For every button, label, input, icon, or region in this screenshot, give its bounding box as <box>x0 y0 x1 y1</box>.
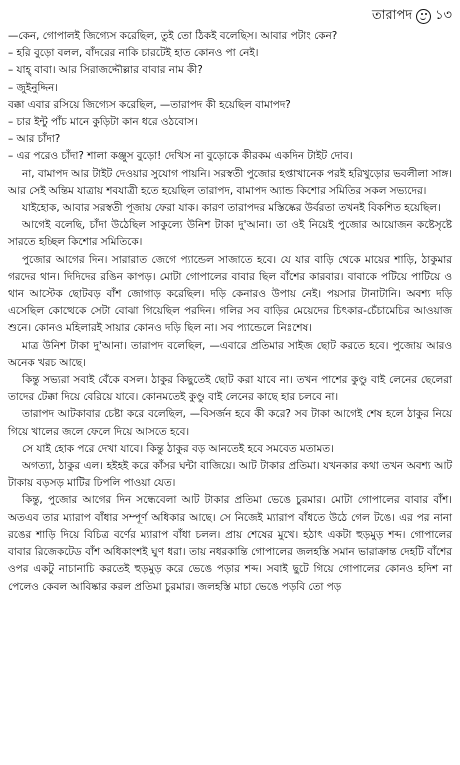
paragraph: কিন্তু সভ্যরা সবাই বেঁকে বসল। ঠাকুর কিছুতেই ছোট করা যাবে না। তখন পাশের কুণ্ডু বাই লেনের ছেলেরা তাদের টেক্কা দিয়ে বেরিয়ে যাবে। কোনমতেই কুণ্ডু বাই লেনের কাছে হার চলবে না। <box>8 374 452 404</box>
paragraph: —কেন, গোপালই জিগ্যেস করেছিল, তুই তো ঠিকই বলেছিস। আবার পটাং কেন? <box>8 30 338 42</box>
paragraph: মাত্র উনিশ টাকা দু'আনা। তারাপদ বলেছিল, —এবারে প্রতিমার সাইজ ছোট করতে হবে। পুজোয় আরও অনেক খরচ আছে। <box>8 339 452 369</box>
paragraph: তারাপদ আটকাবার চেষ্টা করে বলেছিল, —বিসর্জন হবে কী করে? সব টাকা আগেই শেষ হলে ঠাকুর নিয়ে গিয়ে খালের জলে ফেলে দিয়ে আসতে হবে। <box>8 408 452 438</box>
paragraph: – জুইনুদ্দিন। <box>8 81 58 94</box>
paragraph: – হরি বুড়ো বলল, বাঁদরের নাকি চারটেই হাত কোনও পা নেই। <box>8 47 259 60</box>
paragraph: – আর চাঁদা? <box>8 133 61 146</box>
paragraph: – চার ইন্টু পাঁচ মানে কুড়িটা কান ধরে ওঠবোস। <box>8 116 198 129</box>
paragraph: সে যাই হোক পরে দেখা যাবে। কিন্তু ঠাকুর বড় আনতেই হবে সমবেত মতামত। <box>22 442 334 455</box>
paragraph: আগেই বলেছি, চাঁদা উঠেছিল সাকুল্যে উনিশ টাকা দু'আনা। তা ওই নিয়েই পুজোর আয়োজন কষ্টেসৃষ্টে সারতে হচ্ছিল কিশোর সমিতিকে। <box>8 219 452 249</box>
paragraph: যাইহোক, আবার সরস্বতী পূজায় ফেরা যাক। কারণ তারাপদর মস্তিষ্কের উর্বরতা তখনই বিকশিত হয়েছিল। <box>22 202 441 215</box>
running-head-title: তারাপদ <box>372 7 413 23</box>
paragraph: – এর পরেও চাঁদা? শালা কঞ্জুস বুড়ো! দেখিস না বুড়োকে কীরকম একদিন টাইট দোব। <box>8 150 353 163</box>
smiley-icon <box>416 9 431 24</box>
paragraph: না, বামাপদ আর টাইট দেওয়ার সুযোগ পায়নি। সরস্বতী পুজোর হপ্তাখানেক পরই হরিখুড়োর ভবলীলা সাঙ্গ। আর সেই অন্তিম যাত্রায় শবযাত্রী হতে হয়েছিল তারাপদ, বামাপদ অ্যান্ড কিশোর সমিতির সকল সভ্যদের। <box>8 167 452 197</box>
running-head <box>8 4 452 28</box>
paragraph: অগত্যা, ঠাকুর এল। হইহই করে কাঁসর ঘন্টা বাজিয়ে। আট টাকার প্রতিমা। যখনকার কথা তখন অবশ্য আট টাকায় বড়সড় মাটির ঢিপলি পাওয়া যেত। <box>8 460 452 490</box>
paragraph: বক্কা এবার রসিয়ে জিগ্যেস করেছিল, —তারাপদ কী হয়েছিল বামাপদ? <box>8 98 291 111</box>
paragraph: কিন্তু, পুজোর আগের দিন সন্ধেবেলা আট টাকার প্রতিমা ভেঙে চুরমার। মোটা গোপালের বাবার বাঁশ। অতএব তার ম্যারাপ বাঁধার সম্পূর্ণ অধিকার আছে। সে নিজেই ম্যারাপ বাঁধতে উঠে গেল টঙে। এর পর নানা রঙের শাড়ি দিয়ে বিচিত্র বর্ণের ম্যারাপ বাঁধা চলল। প্রায় শেষের মুখে। হঠাৎ একটা হুড়মুড় শব্দ। গোপালের বাবার রিজেকটেড বাঁশ অধিকাংশই ঘুণ ধরা। তায় নধরকান্তি গোপালের জলহস্তি সমান ভারাক্রান্ত দেহটি বাঁশের ওপর একটু নাচানাচি করতেই হুড়মুড় করে ভেঙে পড়ার শব্দ। সবাই ছুটে গিয়ে গোপালের কোনও হদিশ না পেলেও কেবল আবিষ্কার করল প্রতিমা চুরমার। জলহস্তি মাচা ভেঙে পড়বি তো পড় <box>8 494 452 593</box>
page-number: ১৩ <box>435 7 452 23</box>
body-text <box>8 28 452 596</box>
paragraph: পুজোর আগের দিন। সারারাত জেগে প্যান্ডেল সাজাতে হবে। যে যার বাড়ি থেকে মায়ের শাড়ি, ঠাকুমার গরদের থান। দিদিদের রঙিন কাপড়। মোটা গোপালের বাবার ছিল বাঁশের কারবার। বাবাকে পটিয়ে পাটিয়ে ও থান আস্টেক ছোটবড় বাঁশ জোগাড় করেছিল। দড়ি কেনারও উপায় নেই। পয়সার টানাটানি। অবশ্য দড়ি এসেছিল কোত্থেকে সেটা বোঝা গিয়েছিল পরদিন। গলির সব বাড়ির মেয়েদের চিৎকার-চেঁচামেচির আওয়াজ শুনে। কোনও মহিলারই সায়ার কোনও দড়ি ছিল না। সব প্যান্ডেলে নিঃশেষ। <box>8 253 452 335</box>
paragraph: – যাহ্ বাবা। আর সিরাজদ্দৌল্লার বাবার নাম কী? <box>8 64 203 77</box>
